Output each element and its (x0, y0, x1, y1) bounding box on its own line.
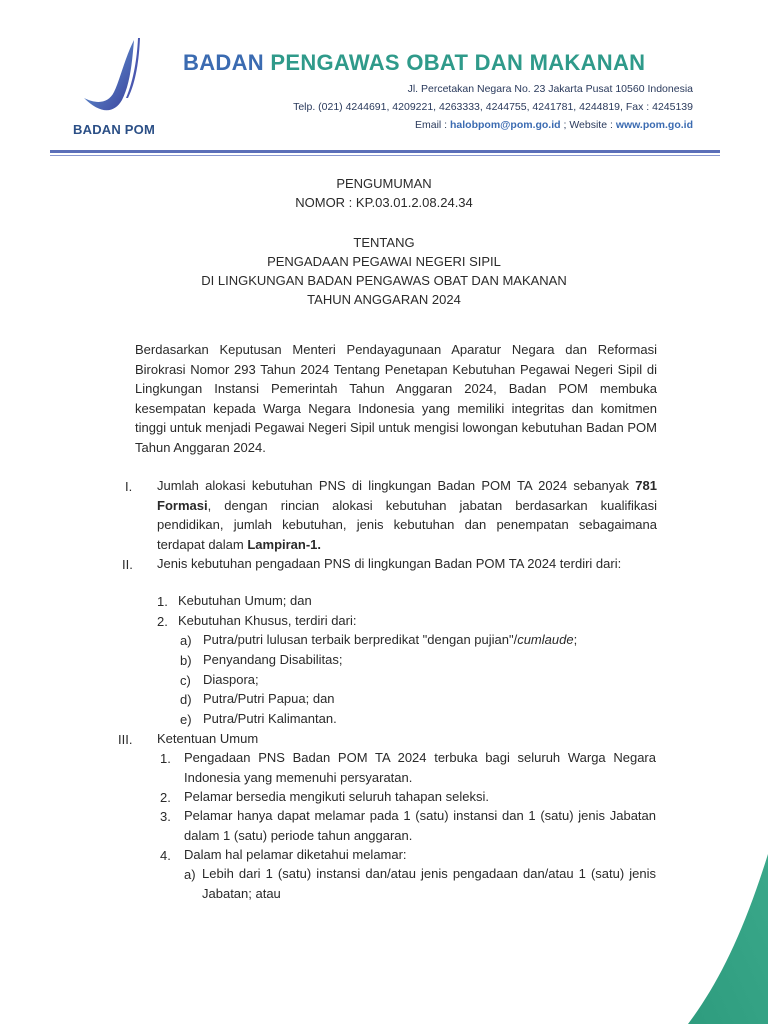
section-1-text (157, 476, 657, 554)
website-link[interactable]: www.pom.go.id (615, 119, 693, 131)
subitem-c-num: c) (180, 673, 191, 688)
section-3-text: Ketentuan Umum (157, 731, 259, 746)
subitem-d-text: Putra/Putri Papua; dan (203, 691, 335, 706)
email-label: Email : (414, 119, 450, 131)
subitem-c-text: Diaspora; (203, 672, 259, 687)
title-about: TENTANG (353, 235, 415, 250)
subitem-e-num: e) (180, 712, 192, 727)
section-3-item-2-num: 2. (160, 790, 171, 805)
subitem-a-italic: cumlaude (517, 632, 574, 647)
section-2-item-1-num: 1. (157, 594, 168, 609)
section-3-item-4-num: 4. (160, 848, 171, 863)
section-3-sub-a-text: Lebih dari 1 (satu) instansi dan/atau jenis pengadaan dan/atau 1 (satu) jenis Jabatan; atau (202, 866, 656, 901)
announcement-number: NOMOR : KP.03.01.2.08.24.34 (295, 195, 473, 210)
decorative-corner-shape (688, 854, 768, 1024)
section-3-item-3-text: Pelamar hanya dapat melamar pada 1 (satu) instansi dan 1 (satu) jenis Jabatan dalam 1 (satu) periode tahun anggaran. (184, 808, 656, 843)
section-2-item-2-text: Kebutuhan Khusus, terdiri dari: (178, 613, 357, 628)
section-3-sub-a-num: a) (184, 867, 196, 882)
subitem-a-num: a) (180, 633, 192, 648)
section-1-bold-a: 781 Formasi (157, 478, 657, 513)
section-3-item-1-text: Pengadaan PNS Badan POM TA 2024 terbuka bagi seluruh Warga Negara Indonesia yang memenuhi persyaratan. (184, 750, 656, 785)
section-1-marker: I. (125, 479, 133, 494)
section-2-marker: II. (122, 557, 133, 572)
subitem-b-text: Penyandang Disabilitas; (203, 652, 343, 667)
section-3-item-4-text: Dalam hal pelamar diketahui melamar: (184, 847, 407, 862)
website-label: ; Website : (560, 119, 616, 131)
contact-line (183, 119, 693, 131)
subitem-b-num: b) (180, 653, 192, 668)
section-1-text-a: Jumlah alokasi kebutuhan PNS di lingkungan Badan POM TA 2024 sebanyak (157, 478, 636, 493)
section-2-item-2-num: 2. (157, 614, 168, 629)
subitem-a-main: Putra/putri lulusan terbaik berpredikat "dengan pujian"/ (203, 632, 518, 647)
header-rule (50, 150, 720, 153)
title-line-2: DI LINGKUNGAN BADAN PENGAWAS OBAT DAN MAKANAN (201, 273, 567, 288)
subitem-d-num: d) (180, 692, 192, 707)
section-3-item-3-num: 3. (160, 809, 171, 824)
subitem-a-text (203, 630, 577, 650)
section-3-item-1-num: 1. (160, 751, 171, 766)
org-name-part1: BADAN (183, 50, 264, 75)
subitem-e-text: Putra/Putri Kalimantan. (203, 711, 337, 726)
logo-text: BADAN POM (73, 122, 155, 137)
section-3-item-2-text: Pelamar bersedia mengikuti seluruh tahapan seleksi. (184, 789, 489, 804)
announcement-heading: PENGUMUMAN (336, 176, 432, 191)
email-link[interactable]: halobpom@pom.go.id (450, 119, 561, 131)
section-1-text-b: , dengan rincian alokasi kebutuhan jabatan berdasarkan kualifikasi pendidikan, jumlah kebutuhan, jenis kebutuhan dan penempatan sebagaimana terdapat dalam (157, 497, 657, 552)
section-2-item-1-text: Kebutuhan Umum; dan (178, 593, 312, 608)
title-line-3: TAHUN ANGGARAN 2024 (307, 292, 461, 307)
badan-pom-logo (64, 34, 164, 140)
address-line: Jl. Percetakan Negara No. 23 Jakarta Pusat 10560 Indonesia (407, 83, 693, 95)
section-1-bold-b: Lampiran-1. (247, 536, 322, 552)
title-line-1: PENGADAAN PEGAWAI NEGERI SIPIL (267, 254, 501, 269)
header-rule-thin (50, 155, 720, 156)
section-2-text: Jenis kebutuhan pengadaan PNS di lingkungan Badan POM TA 2024 terdiri dari: (157, 556, 622, 571)
phone-line: Telp. (021) 4244691, 4209221, 4263333, 4244755, 4241781, 4244819, Fax : 4245139 (293, 101, 693, 113)
subitem-a-end: ; (573, 632, 578, 647)
org-name-part2: PENGAWAS OBAT DAN MAKANAN (270, 50, 646, 75)
section-3-marker: III. (118, 732, 133, 747)
intro-paragraph: Berdasarkan Keputusan Menteri Pendayagunaan Aparatur Negara dan Reformasi Birokrasi Nomor 293 Tahun 2024 Tentang Penetapan Kebutuhan Pegawai Negeri Sipil di Lingkungan Instansi Pemerintah Tahun Anggaran 2024, Badan POM membuka kesempatan kepada Warga Negara Indonesia yang memiliki integritas dan komitmen tinggi untuk menjadi Pegawai Negeri Sipil untuk mengisi lowongan kebutuhan Badan POM Tahun Anggaran 2024. (135, 342, 657, 455)
swoosh-logo-icon (78, 34, 154, 122)
organization-name (183, 50, 723, 76)
